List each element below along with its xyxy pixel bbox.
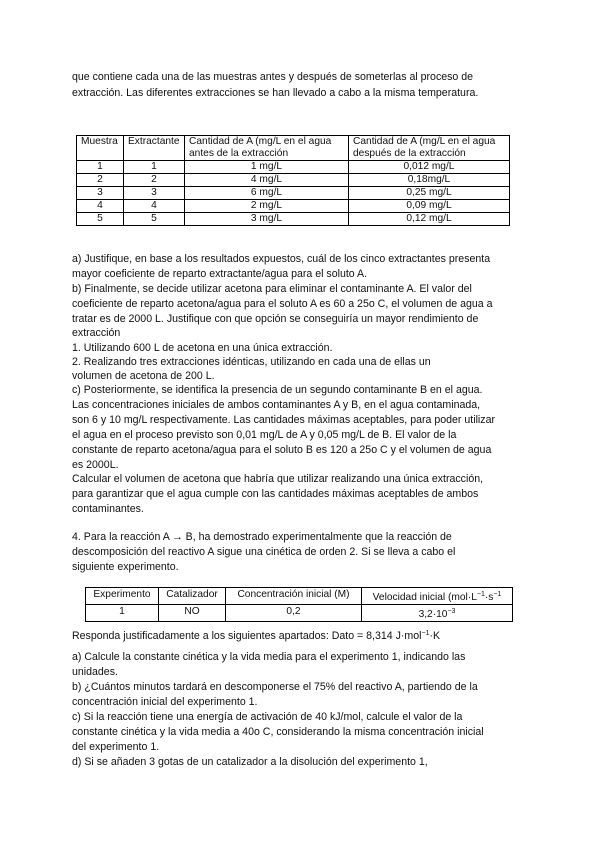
body-line: extracción (72, 327, 121, 339)
header-velocidad-text: Velocidad inicial (mol·L (372, 592, 477, 603)
header-despues (349, 136, 510, 161)
header-velocidad-exp2: −1 (493, 591, 502, 598)
cell-antes: 2 mg/L (185, 200, 349, 213)
cell-experimento: 1 (86, 605, 159, 622)
kinetics-table (85, 587, 513, 622)
body-line: a) Justifique, en base a los resultados expuestos, cuál de los cinco extractantes presenta (72, 253, 491, 265)
body-line: son 6 y 10 mg/L respectivamente. Las cantidades máximas aceptables, para poder utilizar (72, 414, 495, 426)
cell-despues: 0,09 mg/L (349, 200, 510, 213)
q4-part-line: concentración inicial del experimento 1. (72, 696, 258, 708)
header-despues-line1: Cantidad de A (mg/L en el agua (353, 136, 496, 147)
cell-antes: 4 mg/L (185, 174, 349, 187)
q4-part-line: del experimento 1. (72, 741, 160, 753)
body-line: 1. Utilizando 600 L de acetona en una única extracción. (72, 342, 333, 354)
body-line: 2. Realizando tres extracciones idénticas, utilizando en cada una de ellas un (72, 356, 431, 368)
body-line: el agua en el proceso previsto son 0,01 mg/L de A y 0,05 mg/L de B. El valor de la (72, 429, 457, 441)
table-row (77, 161, 510, 174)
cell-catalizador: NO (159, 605, 226, 622)
q4-part-line: c) Si la reacción tiene una energía de activación de 40 kJ/mol, calcule el valor de la (72, 711, 463, 723)
body-line: tratar es de 2000 L. Justifique con que opción se conseguiría un mayor rendimiento de (72, 313, 479, 325)
cell-extractante: 3 (124, 187, 185, 200)
cell-extractante: 5 (124, 213, 185, 226)
cell-despues: 0,012 mg/L (349, 161, 510, 174)
responda-text: Responda justificadamente a los siguientes apartados: Dato = 8,314 J·mol (72, 630, 422, 642)
body-line: coeficiente de reparto acetona/agua para el soluto A es 60 a 25o C, el volumen de agua a (72, 298, 493, 310)
cell-velocidad (362, 605, 513, 622)
table-header-row (77, 136, 510, 161)
q4-part-line: d) Si se añaden 3 gotas de un catalizador a la disolución del experimento 1, (72, 756, 428, 768)
q4-line: 4. Para la reacción A → B, ha demostrado experimentalmente que la reacción de (72, 531, 452, 543)
responda-tail: ·K (429, 630, 441, 642)
cell-muestra: 4 (77, 200, 124, 213)
cell-muestra: 5 (77, 213, 124, 226)
q4-line: descomposición del reactivo A sigue una cinética de orden 2. Si se lleva a cabo el (72, 546, 456, 558)
cell-extractante: 2 (124, 174, 185, 187)
header-despues-line2: después de la extracción (353, 148, 466, 159)
cell-antes: 1 mg/L (185, 161, 349, 174)
table-row (77, 174, 510, 187)
body-line: constante de reparto acetona/agua para el soluto B es 120 a 25o C y el volumen de agua (72, 444, 492, 456)
cell-velocidad-base: 3,2·10 (418, 609, 448, 620)
q4-part-line: constante cinética y la vida media a 40o C, considerando la misma concentración inicial (72, 726, 484, 738)
q4-part-line: unidades. (72, 666, 118, 678)
q4-part-line: a) Calcule la constante cinética y la vida media para el experimento 1, indicando las (72, 651, 466, 663)
header-velocidad-mid: ·s (484, 592, 494, 603)
cell-muestra: 1 (77, 161, 124, 174)
header-antes-line2: antes de la extracción (189, 148, 289, 159)
body-line: volumen de acetona de 200 L. (72, 370, 215, 382)
body-line: es 2000L. (72, 459, 119, 471)
body-line: contaminantes. (72, 503, 144, 515)
q4-line: siguiente experimento. (72, 561, 179, 573)
body-line: para garantizar que el agua cumple con las cantidades máximas aceptables de ambos (72, 488, 479, 500)
cell-antes: 6 mg/L (185, 187, 349, 200)
intro-line-1: que contiene cada una de las muestras antes y después de someterlas al proceso de (72, 71, 474, 83)
table-row (77, 213, 510, 226)
cell-muestra: 3 (77, 187, 124, 200)
header-extractante: Extractante (124, 136, 185, 161)
cell-velocidad-exp: −3 (447, 608, 456, 615)
cell-extractante: 4 (124, 200, 185, 213)
cell-extractante: 1 (124, 161, 185, 174)
table-row (86, 605, 513, 622)
header-velocidad-exp1: −1 (476, 591, 485, 598)
cell-despues: 0,18mg/L (349, 174, 510, 187)
cell-despues: 0,12 mg/L (349, 213, 510, 226)
responda-line (72, 626, 532, 644)
intro-line-2: extracción. Las diferentes extracciones se han llevado a cabo a la misma temperatura. (72, 87, 479, 99)
responda-exp: −1 (421, 630, 430, 637)
q4-part-line: b) ¿Cuántos minutos tardará en descomponerse el 75% del reactivo A, partiendo de la (72, 681, 478, 693)
header-concentracion: Concentración inicial (M) (226, 588, 362, 605)
body-line: Calcular el volumen de acetona que habría que utilizar realizando una única extracción, (72, 473, 484, 485)
cell-concentracion: 0,2 (226, 605, 362, 622)
table-row (77, 200, 510, 213)
body-line: mayor coeficiente de reparto extractante/agua para el soluto A. (72, 268, 368, 280)
body-line: c) Posteriormente, se identifica la presencia de un segundo contaminante B en el agua. (72, 384, 483, 396)
cell-despues: 0,25 mg/L (349, 187, 510, 200)
cell-muestra: 2 (77, 174, 124, 187)
cell-antes: 3 mg/L (185, 213, 349, 226)
header-velocidad (362, 588, 513, 605)
table-row (77, 187, 510, 200)
body-line: b) Finalmente, se decide utilizar acetona para eliminar el contaminante A. El valor del (72, 283, 472, 295)
table-header-row (86, 588, 513, 605)
extraction-table (76, 135, 510, 226)
body-line: Las concentraciones iniciales de ambos contaminantes A y B, en el agua contaminada, (72, 399, 481, 411)
header-catalizador: Catalizador (159, 588, 226, 605)
header-antes-line1: Cantidad de A (mg/L en el agua (189, 136, 332, 147)
header-muestra: Muestra (77, 136, 124, 161)
header-experimento: Experimento (86, 588, 159, 605)
header-antes (185, 136, 349, 161)
